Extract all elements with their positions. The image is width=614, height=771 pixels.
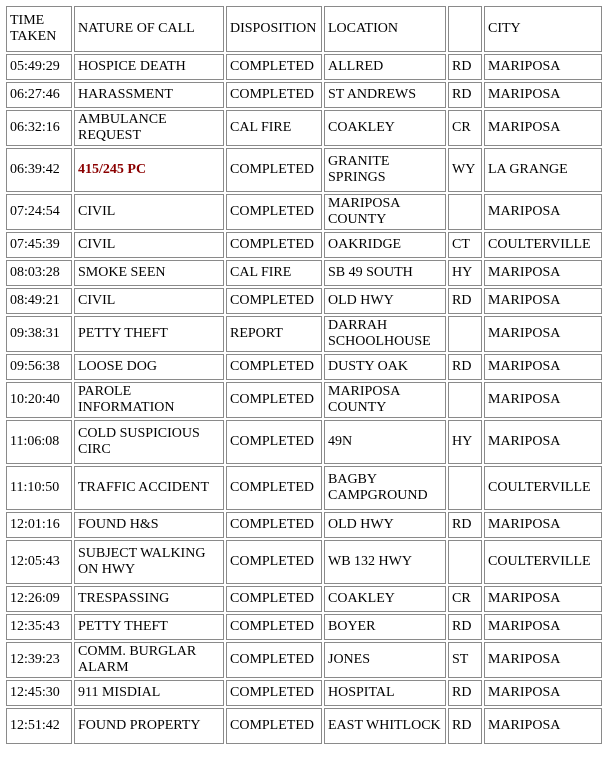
header-time: TIME TAKEN [6, 6, 72, 52]
cell-city: MARIPOSA [484, 708, 602, 744]
cell-city: COULTERVILLE [484, 232, 602, 258]
cell-disposition: COMPLETED [226, 54, 322, 80]
cell-disposition: COMPLETED [226, 680, 322, 706]
cell-city: MARIPOSA [484, 512, 602, 538]
table-row [6, 680, 602, 706]
cell-city: MARIPOSA [484, 82, 602, 108]
cell-street-suffix: RD [448, 54, 482, 80]
cell-disposition: COMPLETED [226, 232, 322, 258]
cell-disposition: COMPLETED [226, 148, 322, 192]
header-row [6, 6, 602, 52]
cell-disposition: COMPLETED [226, 708, 322, 744]
call-log-table [4, 4, 604, 746]
cell-time: 12:45:30 [6, 680, 72, 706]
cell-street-suffix: HY [448, 260, 482, 286]
cell-nature: 911 MISDIAL [74, 680, 224, 706]
table-row [6, 232, 602, 258]
cell-location: MARIPOSA COUNTY [324, 194, 446, 230]
table-row [6, 54, 602, 80]
cell-nature: COMM. BURGLAR ALARM [74, 642, 224, 678]
cell-time: 12:51:42 [6, 708, 72, 744]
cell-nature: CIVIL [74, 194, 224, 230]
cell-location: GRANITE SPRINGS [324, 148, 446, 192]
header-disposition: DISPOSITION [226, 6, 322, 52]
cell-time: 06:39:42 [6, 148, 72, 192]
table-row [6, 642, 602, 678]
cell-time: 07:45:39 [6, 232, 72, 258]
cell-street-suffix: HY [448, 420, 482, 464]
cell-nature: TRESPASSING [74, 586, 224, 612]
cell-street-suffix: ST [448, 642, 482, 678]
table-row [6, 316, 602, 352]
cell-nature: FOUND PROPERTY [74, 708, 224, 744]
table-row [6, 194, 602, 230]
cell-nature: HOSPICE DEATH [74, 54, 224, 80]
cell-nature: PAROLE INFORMATION [74, 382, 224, 418]
table-row [6, 708, 602, 744]
cell-location: BOYER [324, 614, 446, 640]
cell-time: 11:06:08 [6, 420, 72, 464]
cell-disposition: CAL FIRE [226, 110, 322, 146]
cell-city: MARIPOSA [484, 260, 602, 286]
header-city: CITY [484, 6, 602, 52]
cell-nature: SMOKE SEEN [74, 260, 224, 286]
cell-location: 49N [324, 420, 446, 464]
cell-street-suffix: WY [448, 148, 482, 192]
cell-street-suffix [448, 316, 482, 352]
cell-city: COULTERVILLE [484, 466, 602, 510]
cell-street-suffix: RD [448, 512, 482, 538]
cell-city: MARIPOSA [484, 316, 602, 352]
cell-city: LA GRANGE [484, 148, 602, 192]
cell-city: MARIPOSA [484, 614, 602, 640]
cell-time: 08:49:21 [6, 288, 72, 314]
cell-time: 06:27:46 [6, 82, 72, 108]
table-row [6, 382, 602, 418]
cell-disposition: COMPLETED [226, 354, 322, 380]
cell-disposition: COMPLETED [226, 512, 322, 538]
cell-nature: COLD SUSPICIOUS CIRC [74, 420, 224, 464]
cell-nature: CIVIL [74, 288, 224, 314]
cell-street-suffix: RD [448, 614, 482, 640]
cell-street-suffix [448, 382, 482, 418]
cell-disposition: COMPLETED [226, 194, 322, 230]
cell-disposition: COMPLETED [226, 540, 322, 584]
cell-street-suffix [448, 540, 482, 584]
cell-nature: HARASSMENT [74, 82, 224, 108]
cell-city: MARIPOSA [484, 642, 602, 678]
cell-street-suffix [448, 194, 482, 230]
cell-city: MARIPOSA [484, 680, 602, 706]
cell-location: WB 132 HWY [324, 540, 446, 584]
cell-location: DUSTY OAK [324, 354, 446, 380]
cell-nature: TRAFFIC ACCIDENT [74, 466, 224, 510]
table-row [6, 148, 602, 192]
cell-time: 11:10:50 [6, 466, 72, 510]
cell-location: MARIPOSA COUNTY [324, 382, 446, 418]
cell-nature: FOUND H&S [74, 512, 224, 538]
cell-location: OAKRIDGE [324, 232, 446, 258]
table-row [6, 82, 602, 108]
cell-city: MARIPOSA [484, 420, 602, 464]
cell-location: BAGBY CAMPGROUND [324, 466, 446, 510]
cell-time: 12:35:43 [6, 614, 72, 640]
cell-city: MARIPOSA [484, 586, 602, 612]
cell-street-suffix: RD [448, 82, 482, 108]
cell-disposition: COMPLETED [226, 82, 322, 108]
cell-street-suffix: CR [448, 586, 482, 612]
cell-nature: PETTY THEFT [74, 614, 224, 640]
cell-disposition: COMPLETED [226, 420, 322, 464]
cell-time: 12:05:43 [6, 540, 72, 584]
cell-location: SB 49 SOUTH [324, 260, 446, 286]
header-suffix [448, 6, 482, 52]
cell-time: 09:38:31 [6, 316, 72, 352]
cell-location: ST ANDREWS [324, 82, 446, 108]
table-row [6, 420, 602, 464]
cell-city: MARIPOSA [484, 54, 602, 80]
cell-location: COAKLEY [324, 586, 446, 612]
cell-city: MARIPOSA [484, 354, 602, 380]
cell-disposition: COMPLETED [226, 288, 322, 314]
cell-city: COULTERVILLE [484, 540, 602, 584]
table-row [6, 540, 602, 584]
cell-location: COAKLEY [324, 110, 446, 146]
cell-location: ALLRED [324, 54, 446, 80]
cell-disposition: COMPLETED [226, 642, 322, 678]
cell-nature: SUBJECT WALKING ON HWY [74, 540, 224, 584]
cell-location: HOSPITAL [324, 680, 446, 706]
cell-time: 06:32:16 [6, 110, 72, 146]
header-location: LOCATION [324, 6, 446, 52]
cell-street-suffix: CR [448, 110, 482, 146]
cell-nature: LOOSE DOG [74, 354, 224, 380]
cell-city: MARIPOSA [484, 194, 602, 230]
cell-nature: AMBULANCE REQUEST [74, 110, 224, 146]
table-row [6, 260, 602, 286]
header-nature: NATURE OF CALL [74, 6, 224, 52]
cell-time: 12:26:09 [6, 586, 72, 612]
cell-disposition: REPORT [226, 316, 322, 352]
cell-time: 10:20:40 [6, 382, 72, 418]
cell-location: EAST WHITLOCK [324, 708, 446, 744]
cell-time: 07:24:54 [6, 194, 72, 230]
cell-disposition: COMPLETED [226, 466, 322, 510]
cell-time: 12:01:16 [6, 512, 72, 538]
cell-street-suffix: RD [448, 288, 482, 314]
cell-street-suffix: RD [448, 680, 482, 706]
table-row [6, 110, 602, 146]
cell-street-suffix: RD [448, 708, 482, 744]
cell-location: OLD HWY [324, 288, 446, 314]
table-row [6, 354, 602, 380]
cell-location: DARRAH SCHOOLHOUSE [324, 316, 446, 352]
cell-location: JONES [324, 642, 446, 678]
cell-time: 09:56:38 [6, 354, 72, 380]
cell-street-suffix [448, 466, 482, 510]
table-row [6, 288, 602, 314]
cell-disposition: CAL FIRE [226, 260, 322, 286]
cell-time: 05:49:29 [6, 54, 72, 80]
table-row [6, 512, 602, 538]
table-row [6, 586, 602, 612]
table-row [6, 614, 602, 640]
cell-time: 08:03:28 [6, 260, 72, 286]
cell-location: OLD HWY [324, 512, 446, 538]
cell-city: MARIPOSA [484, 288, 602, 314]
cell-time: 12:39:23 [6, 642, 72, 678]
cell-disposition: COMPLETED [226, 586, 322, 612]
cell-city: MARIPOSA [484, 110, 602, 146]
cell-nature: CIVIL [74, 232, 224, 258]
cell-disposition: COMPLETED [226, 382, 322, 418]
cell-nature: PETTY THEFT [74, 316, 224, 352]
cell-disposition: COMPLETED [226, 614, 322, 640]
cell-street-suffix: CT [448, 232, 482, 258]
cell-street-suffix: RD [448, 354, 482, 380]
table-row [6, 466, 602, 510]
cell-nature: 415/245 PC [74, 148, 224, 192]
cell-city: MARIPOSA [484, 382, 602, 418]
